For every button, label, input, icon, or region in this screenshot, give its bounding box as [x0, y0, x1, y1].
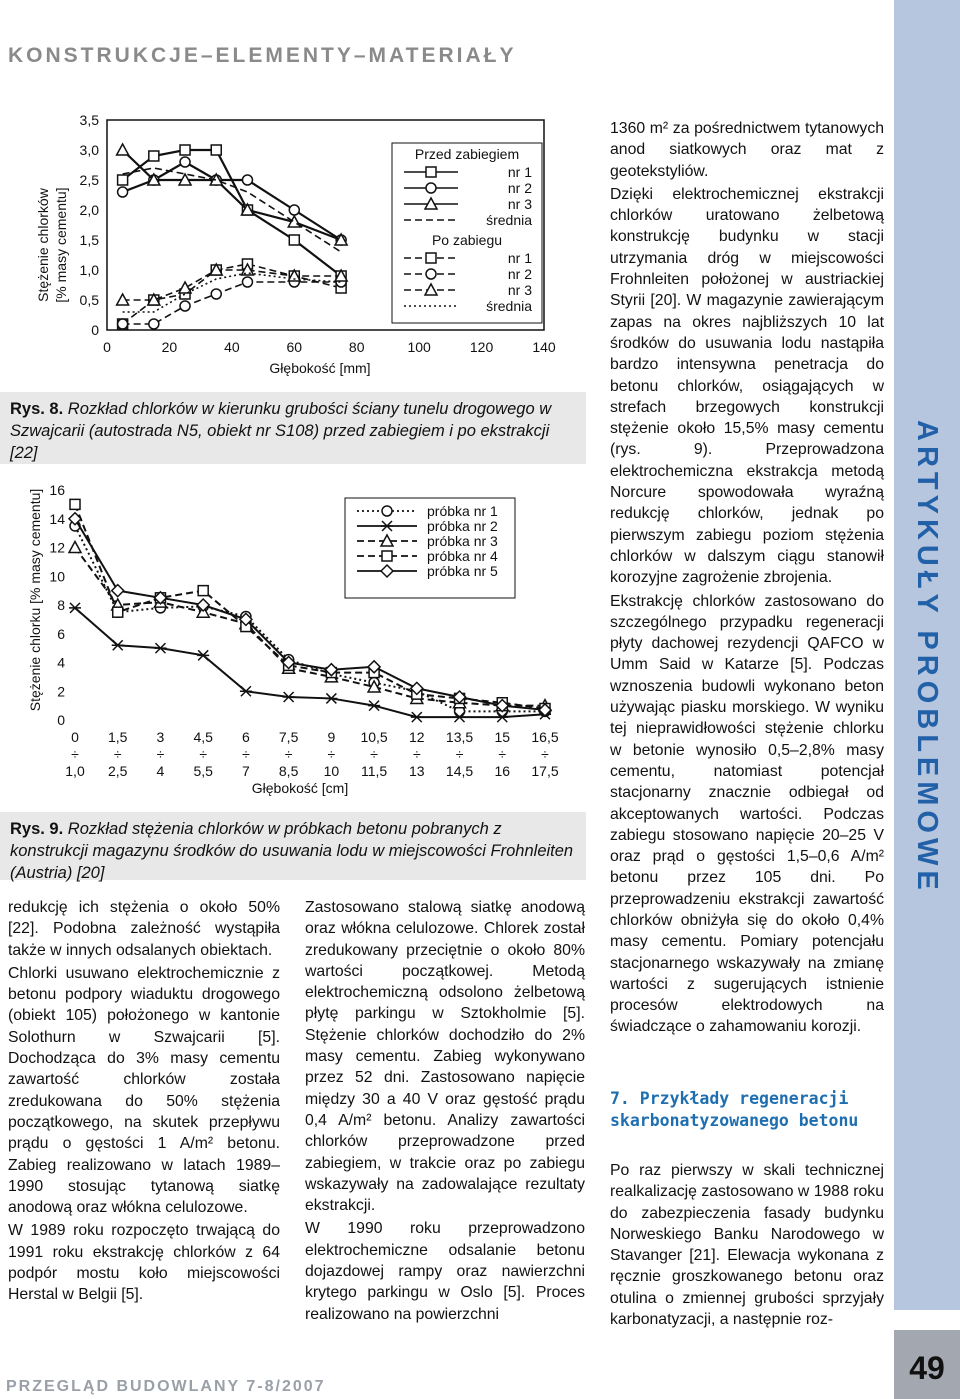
chart1-xtick-label: 80 — [348, 339, 365, 355]
chart2-ytick-label: 2 — [57, 683, 65, 700]
chart1-legend-marker — [426, 269, 436, 279]
journal-footer: PRZEGLĄD BUDOWLANY 7-8/2007 — [6, 1378, 326, 1395]
chart1-legend-marker — [426, 253, 436, 263]
paragraph: Po raz pierwszy w skali technicznej realkalizację zastosowano w 1988 roku do zabezpieczenia fasady budynku Norweskiego Banku Narodowego w Stavanger [21]. Elewacja wykonana z ręcznie groszkowanego betonu oraz otulina o zmiennej grubości sprzyjały karbonatyzacji, a następnie roz- — [610, 1162, 884, 1329]
chart1-ylabel-1: Stężenie chlorków — [35, 188, 51, 302]
chart1-xtick-label: 0 — [103, 339, 111, 355]
figure-8-text: Rozkład chlorków w kierunku grubości ściany tunelu drogowego w Szwajcarii (autostrada N5, obiekt nr S108) przed zabiegiem i po ekstrakcji [22] — [10, 400, 552, 462]
chart1-legend-marker — [426, 183, 436, 193]
paragraph: Chlorki usuwano elektrochemicznie z betonu podpory wiaduktu drogowego (obiekt 105) położonego w kantonie Solothurn w Szwajcarii [5]. Dochodząca do 3% masy cementu zawartość chlorków została zredukowana do 50% stężenia początkowego, na skutek przepływu prądu o gęstości 1 A/m² betonu. Zabieg realizowano w latach 1989–1990 stosując tytanową siatkę anodową oraz włókna celulozowe. — [8, 964, 280, 1217]
chart1-series-line — [123, 264, 342, 324]
chart2-xtick-divider: ÷ — [71, 746, 79, 762]
figure-9-caption — [0, 812, 586, 880]
chart1-data-point — [149, 319, 159, 329]
chart2-xtick-label: 11,5 — [360, 763, 388, 779]
figure-8-caption — [0, 392, 586, 464]
chart2-xtick-label: 14,5 — [445, 763, 474, 779]
chart2-xtick-label: 9 — [327, 729, 336, 745]
chart2-xtick-divider: ÷ — [327, 746, 336, 762]
chart2-xtick-divider: ÷ — [370, 746, 378, 762]
chart2-xtick-label: 12 — [409, 729, 425, 745]
chart2-xtick-label: 10,5 — [360, 729, 388, 745]
sidebar-label: ARTYKUŁY PROBLEMOWE — [911, 420, 943, 895]
chart1-legend-label: średnia — [486, 298, 532, 314]
paragraph: W 1989 roku rozpoczęto trwającą do 1991 roku ekstrakcję chlorków z 64 podpór mostu koło miejscowości Herstal w Belgii [5]. — [8, 1222, 280, 1304]
chart1-ytick-label: 0,5 — [79, 292, 99, 308]
chart1-ytick-label: 3,0 — [79, 142, 99, 158]
chart2-ytick-label: 16 — [49, 482, 65, 498]
text-column-3 — [610, 118, 884, 1040]
chart2-xtick-divider: ÷ — [242, 746, 250, 762]
chart1-series-line — [123, 150, 342, 240]
chart1-ytick-label: 2,5 — [79, 172, 99, 188]
chart1-data-point — [118, 319, 128, 329]
chart2-data-point — [240, 686, 252, 696]
sidebar-band — [894, 0, 960, 1310]
chart2-xtick-divider: ÷ — [284, 746, 293, 762]
chart2-xtick-divider: ÷ — [199, 746, 208, 762]
chart2-data-point — [325, 693, 337, 703]
chart1-xlabel: Głębokość [mm] — [269, 360, 371, 376]
chart2-xtick-divider: ÷ — [455, 746, 464, 762]
chart1-xtick-label: 60 — [286, 339, 303, 355]
section-heading: 7. Przykłady regeneracji skarbonatyzowanego betonu — [610, 1089, 859, 1130]
chart1-legend-label: nr 1 — [507, 164, 532, 180]
chart2-ylabel: Stężenie chlorku [% masy cementu] — [27, 488, 43, 712]
chart2-data-point — [411, 712, 423, 722]
chart1-data-point — [242, 277, 252, 287]
chart2-data-point — [197, 650, 209, 660]
chart2-legend-label: próbka nr 2 — [427, 518, 498, 534]
chart2-xtick-label: 1,5 — [107, 729, 128, 745]
chart1-ytick-label: 1,5 — [79, 232, 99, 248]
chart-fig8 — [0, 105, 590, 385]
chart1-ylabel-2: [% masy cementu] — [53, 187, 69, 303]
chart2-ytick-label: 14 — [49, 510, 65, 527]
chart2-legend-label: próbka nr 5 — [427, 563, 498, 579]
chart1-xtick-label: 140 — [532, 339, 556, 355]
chart1-legend-label: nr 2 — [507, 266, 532, 282]
chart1-data-point — [289, 205, 299, 215]
chart2-data-point — [112, 585, 124, 597]
chart2-xlabel: Głębokość [cm] — [251, 780, 349, 796]
paragraph: 1360 m² za pośrednictwem tytanowych anod siatkowych oraz mat z geotekstyliów. — [610, 120, 884, 180]
journal-section-header: KONSTRUKCJE–ELEMENTY–MATERIAŁY — [8, 44, 517, 67]
chart1-xtick-label: 120 — [469, 339, 494, 355]
chart1-legend-group-title: Po zabiegu — [431, 232, 503, 248]
chart1-legend-label: nr 1 — [507, 250, 532, 266]
chart1-xtick-label: 40 — [224, 339, 240, 355]
chart2-xtick-label: 16,5 — [531, 729, 559, 745]
paragraph: Ekstrakcję chlorków zastosowano do szczególnego przypadku regeneracji płyty dachowej rezydencji QAFCO w Umm Said w Katarze [5]. Podczas wznoszenia budowli wykonano beton używając piasku morskiego. W wyniku tej nieprawidłowości stężenie chlorku w betonie wynosiło 0,5–2,8% masy cementu, natomiast potencjał stacjonarny znacznie odbiegał od akceptowanych wartości. Podczas zabiegu stosowano napięcie 20–25 V oraz prąd o gęstości 1,5–0,6 A/m² betonu przez 105 dni. Po przeprowadzeniu ekstrakcji zawartość chlorków obniżyła się do około 0,4% masy cementu. Pomiary potencjału stacjonarnego wskazywały na zmianę wartości z sugerujących istnienie procesów elektrodowych na świadczące o zahamowaniu korozji. — [610, 592, 884, 1036]
chart1-legend-label: średnia — [486, 212, 532, 228]
chart1-legend-group-title: Przed zabiegiem — [414, 146, 520, 162]
chart1-legend-label: nr 3 — [507, 196, 532, 212]
chart1-data-point — [149, 151, 159, 161]
text-column-3b — [610, 1160, 884, 1332]
chart2-xtick-label: 5,5 — [193, 763, 213, 779]
chart2-xtick-divider: ÷ — [113, 746, 122, 762]
chart1-xtick-label: 100 — [407, 339, 431, 355]
chart2-ytick-label: 12 — [49, 539, 65, 556]
figure-9-text: Rozkład stężenia chlorków w próbkach betonu pobranych z konstrukcji magazynu środków do usuwania lodu w miejscowości Frohnleiten (Austria) [20] — [10, 820, 574, 882]
text-column-2 — [305, 897, 585, 1327]
chart2-xtick-label: 15 — [494, 729, 511, 745]
chart2-ytick-label: 4 — [57, 654, 65, 671]
chart2-xtick-label: 13,5 — [445, 729, 474, 745]
chart2-legend-label: próbka nr 4 — [427, 548, 498, 564]
chart2-xtick-label: 1,0 — [65, 763, 85, 779]
chart2-data-point — [112, 640, 124, 650]
chart2-xtick-label: 16 — [494, 763, 511, 779]
chart1-data-point — [180, 145, 190, 155]
chart1-ytick-label: 3,5 — [79, 112, 99, 128]
paragraph: Zastosowano stalową siatkę anodową oraz włókna celulozowe. Chlorek został zredukowany przeciętnie o około 80% wartości początkowej. Metodą elektrochemiczną odsolono żelbetową płytę parkingu w Sztokholmie [5]. Stężenie chlorków dochodziło do 2% masy cementu. Zabieg wykonywano przez 52 dni. Zastosowano napięcie między 30 a 40 V oraz gęstość prądu 0,4 A/m² betonu. Analizy zawartości chlorków przeprowadzone przed zabiegiem, w trakcie oraz po zabiegu wskazywały na zadowalające rezultaty ekstrakcji. — [305, 899, 585, 1215]
chart2-legend-label: próbka nr 1 — [427, 503, 498, 519]
chart2-xtick-divider: ÷ — [541, 746, 549, 762]
chart1-legend-marker — [426, 167, 436, 177]
chart2-xtick-divider: ÷ — [156, 746, 165, 762]
paragraph: Dzięki elektrochemicznej ekstrakcji chlorków uratowano żelbetową konstrukcję budynku w stacji utrzymania dróg w miejscowości Frohnleiten położonej w austriackiej Styrii [20]. W magazynie zawierającym zapas na okres najbliższych 10 lat środków do usuwania lodu nastąpiła bardzo intensywna penetracja do betonu chlorków, osiągających w strefach brzegowych konstrukcji stężenie około 15,5% masy cementu (rys. 9). Przeprowadzona elektrochemiczna ekstrakcja metodą Norcure spowodowała wyraźną redukcję chlorków, jednak po pierwszym zabiegu poziom stężenia chlorków w dalszym ciągu stanowił korozyjne zagrożenie zbrojenia. — [610, 185, 884, 587]
chart2-ytick-label: 10 — [49, 568, 65, 585]
chart2-data-point — [70, 499, 80, 509]
text-column-1 — [8, 897, 280, 1308]
chart1-ytick-label: 0 — [91, 322, 99, 338]
chart2-xtick-label: 7 — [242, 763, 250, 779]
paragraph: redukcję ich stężenia o około 50% [22]. Podobna zależność wystąpiła także w innych odsalanych obiektach. — [8, 899, 280, 959]
chart2-xtick-divider: ÷ — [498, 746, 507, 762]
chart2-data-point — [154, 643, 166, 653]
chart1-data-point — [211, 289, 221, 299]
chart2-data-point — [69, 542, 81, 553]
chart2-legend-marker — [382, 506, 392, 516]
chart2-xtick-label: 17,5 — [531, 763, 559, 779]
chart1-data-point — [118, 187, 128, 197]
paragraph: W 1990 roku przeprowadzono elektrochemiczne odsalanie betonu dojazdowej rampy oraz nawierzchni krytego parkingu w Oslo [5]. Proces realizowano na powierzchni — [305, 1220, 585, 1323]
chart1-data-point — [242, 175, 252, 185]
chart2-xtick-label: 2,5 — [107, 763, 128, 779]
chart1-legend-label: nr 3 — [507, 282, 532, 298]
chart1-data-point — [180, 301, 190, 311]
chart1-data-point — [118, 175, 128, 185]
chart1-data-point — [289, 235, 299, 245]
chart2-legend-label: próbka nr 3 — [427, 533, 498, 549]
chart2-legend-marker — [382, 551, 392, 561]
chart-fig9 — [0, 470, 590, 810]
chart2-xtick-divider: ÷ — [412, 746, 421, 762]
chart2-ytick-label: 0 — [57, 712, 65, 728]
chart2-xtick-label: 4 — [156, 763, 165, 779]
chart1-data-point — [180, 157, 190, 167]
chart2-data-point — [198, 586, 208, 596]
chart1-xtick-label: 20 — [161, 339, 178, 355]
chart1-data-point — [179, 282, 191, 293]
chart2-data-point — [283, 692, 295, 702]
chart2-xtick-label: 4,5 — [193, 729, 213, 745]
chart1-legend-label: nr 2 — [507, 180, 532, 196]
chart2-xtick-label: 10 — [323, 763, 340, 779]
chart2-data-point — [69, 603, 81, 613]
chart2-xtick-label: 8,5 — [278, 763, 299, 779]
page-number: 49 — [909, 1350, 945, 1386]
chart2-xtick-label: 13 — [409, 763, 425, 779]
chart2-data-point — [113, 607, 123, 617]
chart1-ytick-label: 1,0 — [79, 262, 99, 278]
chart2-ytick-label: 6 — [57, 625, 65, 642]
chart2-data-point — [368, 701, 380, 711]
chart2-xtick-label: 7,5 — [278, 729, 299, 745]
chart2-ytick-label: 8 — [57, 597, 65, 613]
chart1-data-point — [117, 144, 129, 155]
chart2-xtick-label: 0 — [71, 729, 79, 745]
chart2-xtick-label: 6 — [242, 729, 250, 745]
chart1-ytick-label: 2,0 — [79, 202, 99, 218]
figure-9-label: Rys. 9. — [10, 820, 64, 838]
chart1-data-point — [211, 145, 221, 155]
chart2-xtick-label: 3 — [156, 729, 165, 745]
figure-8-label: Rys. 8. — [10, 400, 64, 418]
